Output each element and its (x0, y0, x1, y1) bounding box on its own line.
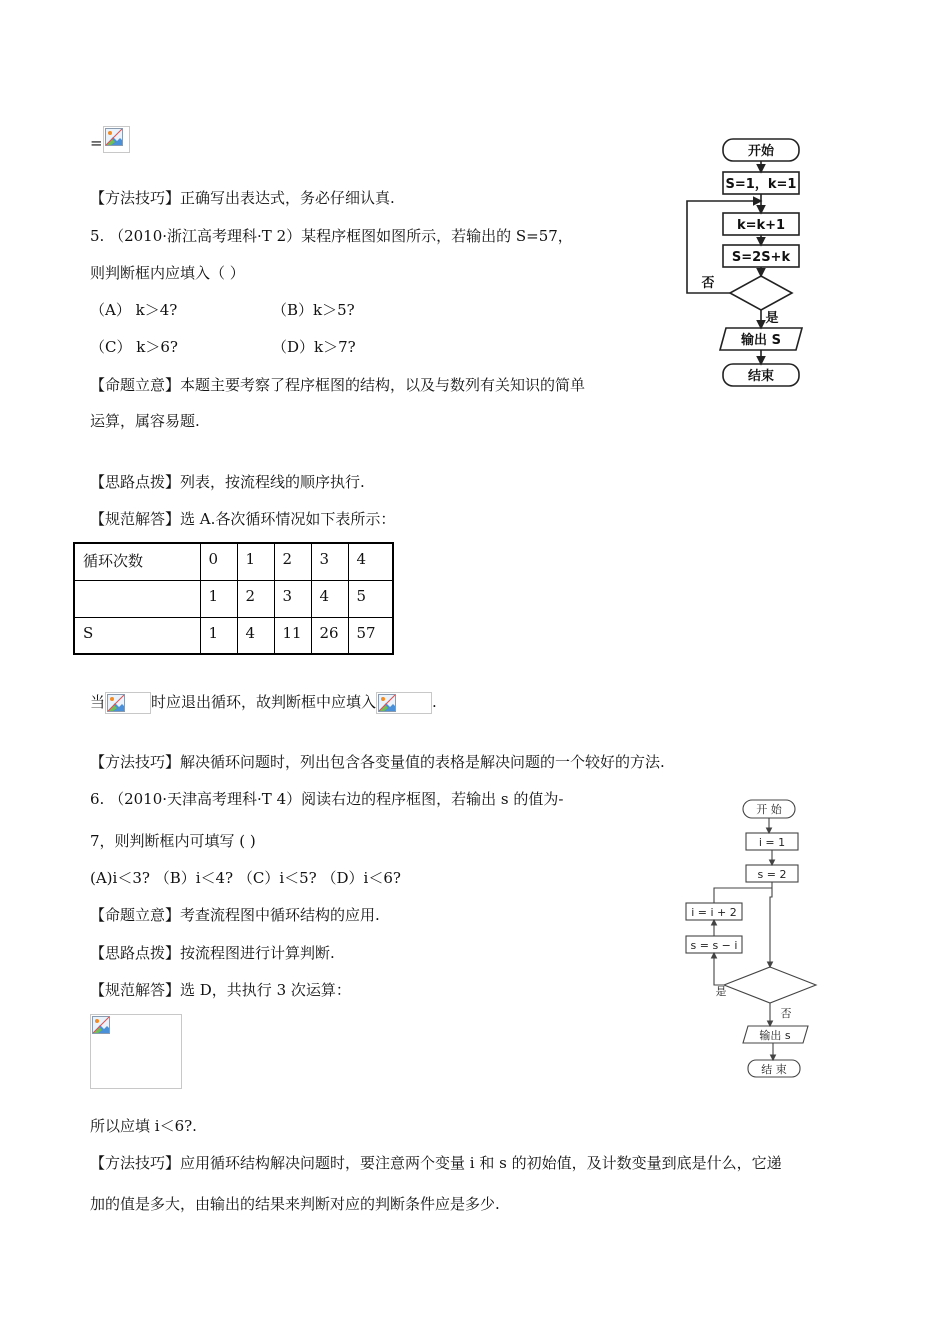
q5-intent-line2: 运算，属容易题. (90, 412, 200, 430)
flow6-init-s-label: s = 2 (757, 868, 787, 881)
broken-image-icon (103, 126, 130, 153)
q6-conclusion: 所以应填 i＜6?. (90, 1117, 197, 1135)
flow6-inc-i-label: i = i + 2 (691, 906, 737, 919)
decision-node (724, 967, 816, 1003)
table-cell: 4 (237, 617, 274, 654)
q5-hint: 【思路点拨】列表，按流程线的顺序执行. (90, 473, 365, 491)
decision-node (730, 276, 792, 310)
q6-method-line2: 加的值是多大，由输出的结果来判断对应的判断条件应是多少. (90, 1195, 500, 1213)
q6-stem-line2: 7，则判断框内可填写 ( ) (90, 832, 256, 850)
table-row (74, 543, 393, 580)
flow-init-label: S=1，k=1 (725, 177, 797, 192)
q6-hint: 【思路点拨】按流程图进行计算判断. (90, 944, 335, 962)
table-cell: 26 (311, 617, 348, 654)
table-cell: 3 (274, 580, 311, 617)
table-row (74, 580, 393, 617)
q6-answer: 【规范解答】选 D，共执行 3 次运算： (90, 981, 351, 999)
table-cell: 4 (348, 543, 393, 580)
q6-intent: 【命题立意】考查流程图中循环结构的应用. (90, 906, 380, 924)
table-cell: 57 (348, 617, 393, 654)
table-cell: 1 (200, 617, 237, 654)
table-cell: 2 (237, 580, 274, 617)
q5-option-c: （C） k＞6? (90, 338, 178, 356)
table-cell: 3 (311, 543, 348, 580)
q5-stem-line1: 5. （2010·浙江高考理科·T 2）某程序框图如图所示，若输出的 S=57， (90, 227, 573, 245)
q5-answer: 【规范解答】选 A.各次循环情况如下表所示： (90, 510, 396, 528)
table-cell (74, 580, 200, 617)
table-cell: 1 (200, 580, 237, 617)
q5-flowchart (678, 133, 808, 395)
flow6-start-label: 开 始 (756, 803, 782, 816)
table-cell: 2 (274, 543, 311, 580)
table-row (74, 617, 393, 654)
q5-exit-end: . (432, 693, 437, 711)
loop-table (73, 542, 394, 655)
flow-start-label: 开始 (747, 144, 775, 159)
q5-intent-line1: 【命题立意】本题主要考察了程序框图的结构，以及与数列有关知识的简单 (90, 376, 586, 394)
table-cell: 0 (200, 543, 237, 580)
q6-options: (A)i＜3? （B）i＜4? （C）i＜5? （D）i＜6? (90, 869, 401, 887)
q5-option-b: （B）k＞5? (272, 301, 355, 319)
q5-method: 【方法技巧】解决循环问题时，列出包含各变量值的表格是解决问题的一个较好的方法. (90, 753, 665, 771)
table-cell: 11 (274, 617, 311, 654)
table-cell: 1 (237, 543, 274, 580)
broken-image-icon (376, 692, 432, 714)
q6-flowchart (676, 795, 826, 1085)
q5-exit-middle: 时应退出循环，故判断框中应填入 (151, 693, 377, 711)
table-cell: 循环次数 (74, 543, 200, 580)
flow6-init-i-label: i = 1 (758, 836, 786, 849)
broken-image-icon (105, 692, 151, 714)
broken-image-icon (90, 1014, 182, 1089)
q6-method-line1: 【方法技巧】应用循环结构解决问题时，要注意两个变量 i 和 s 的初始值，及计数变量到底是什么，它递 (90, 1154, 782, 1172)
table-cell: S (74, 617, 200, 654)
flow-step2-label: S=2S+k (731, 250, 791, 265)
flow6-end-label: 结 束 (761, 1063, 787, 1076)
table-cell: 4 (311, 580, 348, 617)
q6-stem-line1: 6. （2010·天津高考理科·T 4）阅读右边的程序框图，若输出 s 的值为- (90, 790, 564, 808)
q5-exit-line (90, 692, 437, 714)
q5-option-a: （A） k＞4? (90, 301, 178, 319)
flow6-upd-s-label: s = s − i (690, 939, 738, 952)
flow-yes-label: 是 (765, 311, 779, 326)
flow-no-label: 否 (701, 276, 715, 291)
q5-stem-line2: 则判断框内应填入（ ） (90, 264, 245, 282)
flow-output-label: 输出 S (741, 333, 781, 348)
flow-step1-label: k=k+1 (736, 218, 786, 233)
table-cell: 5 (348, 580, 393, 617)
method-tip-q4: 【方法技巧】正确写出表达式，务必仔细认真. (90, 189, 395, 207)
flow-end-label: 结束 (747, 369, 775, 384)
flow6-yes-label: 是 (715, 985, 727, 998)
flow6-no-label: 否 (780, 1007, 792, 1020)
equation-line (90, 126, 130, 153)
flow6-output-label: 输出 s (759, 1029, 791, 1042)
q5-option-d: （D）k＞7? (272, 338, 356, 356)
q5-exit-prefix: 当 (90, 693, 106, 711)
equals-sign: = (90, 134, 103, 152)
